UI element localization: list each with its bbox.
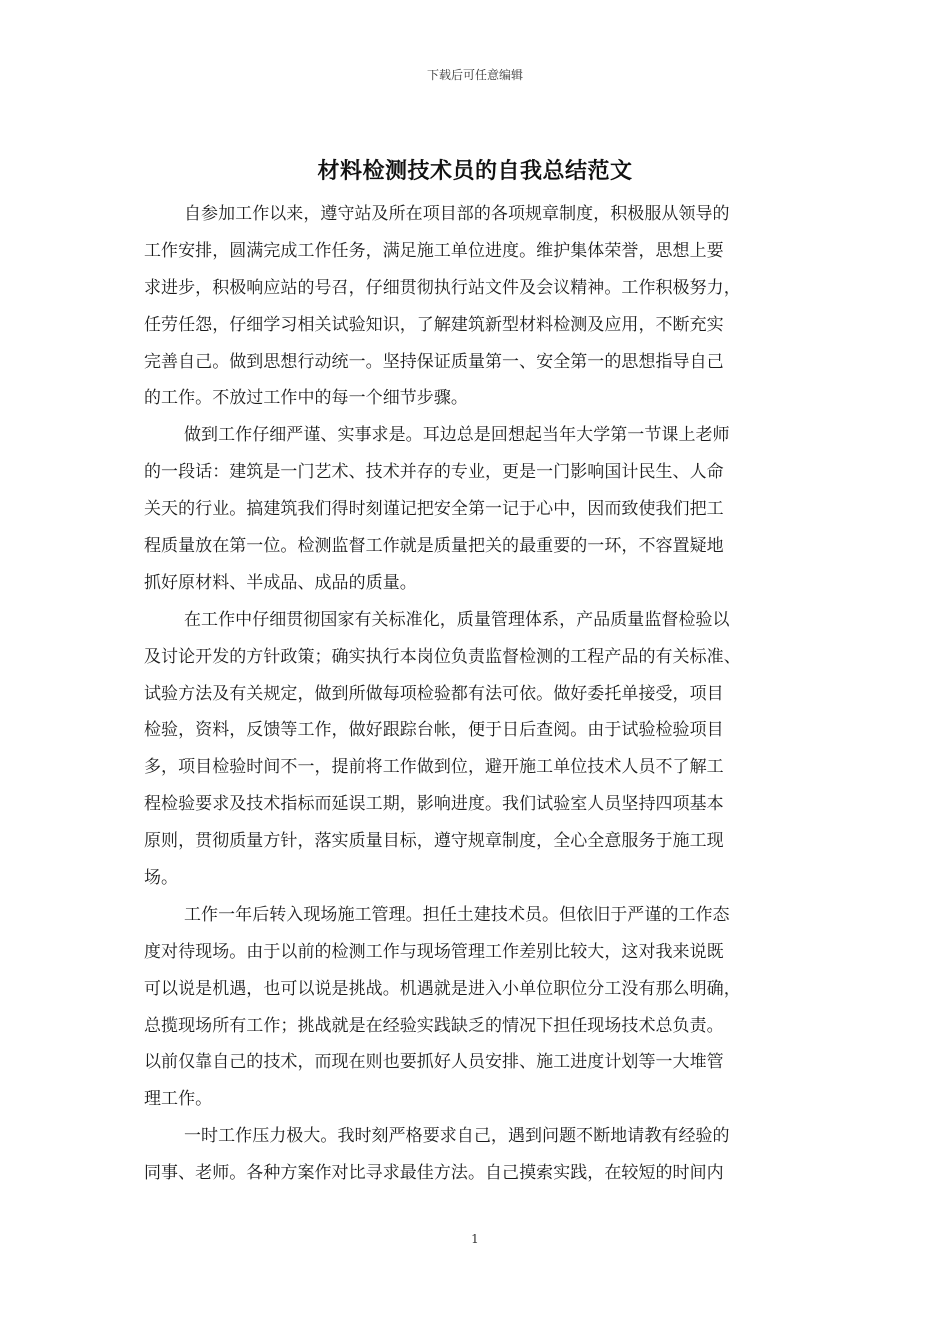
text-line: 做到工作仔细严谨、实事求是。耳边总是回想起当年大学第一节课上老师	[184, 425, 730, 446]
text-line: 的工作。不放过工作中的每一个细节步骤。	[144, 388, 468, 409]
text-line: 可以说是机遇，也可以说是挑战。机遇就是进入小单位职位分工没有那么明确，	[144, 978, 741, 999]
page-header: 下载后可任意编辑	[426, 68, 523, 82]
document-body	[144, 196, 812, 1192]
text-line: 试验方法及有关规定，做到所做每项检验都有法可依。做好委托单接受，项目	[144, 683, 724, 704]
text-line: 工作安排，圆满完成工作任务，满足施工单位进度。维护集体荣誉，思想上要	[144, 240, 724, 261]
page-number: 1	[471, 1232, 479, 1246]
text-line: 一时工作压力极大。我时刻严格要求自己，遇到问题不断地请教有经验的	[184, 1126, 730, 1147]
text-line: 完善自己。做到思想行动统一。坚持保证质量第一、安全第一的思想指导自己	[144, 351, 724, 372]
text-line: 多，项目检验时间不一，提前将工作做到位，避开施工单位技术人员不了解工	[144, 757, 724, 778]
document-title: 材料检测技术员的自我总结范文	[317, 158, 633, 184]
text-line: 求进步，积极响应站的号召，仔细贯彻执行站文件及会议精神。工作积极努力，	[144, 277, 741, 298]
text-line: 程检验要求及技术指标而延误工期，影响进度。我们试验室人员坚持四项基本	[144, 794, 724, 815]
text-line: 的一段话：建筑是一门艺术、技术并存的专业，更是一门影响国计民生、人命	[144, 462, 724, 483]
text-line: 在工作中仔细贯彻国家有关标准化，质量管理体系，产品质量监督检验以	[184, 609, 730, 630]
text-line: 任劳任怨，仔细学习相关试验知识，了解建筑新型材料检测及应用，不断充实	[144, 314, 724, 335]
text-line: 总揽现场所有工作；挑战就是在经验实践缺乏的情况下担任现场技术总负责。	[144, 1015, 724, 1036]
text-line: 场。	[144, 868, 179, 889]
text-line: 以前仅靠自己的技术，而现在则也要抓好人员安排、施工进度计划等一大堆管	[144, 1052, 724, 1073]
text-line: 自参加工作以来，遵守站及所在项目部的各项规章制度，积极服从领导的	[184, 204, 730, 224]
text-line: 关天的行业。搞建筑我们得时刻谨记把安全第一记于心中，因而致使我们把工	[144, 499, 724, 520]
text-line: 及讨论开发的方针政策；确实执行本岗位负责监督检测的工程产品的有关标准、	[144, 646, 741, 667]
text-line: 程质量放在第一位。检测监督工作就是质量把关的最重要的一环，不容置疑地	[144, 536, 724, 557]
text-line: 理工作。	[144, 1089, 213, 1110]
text-line: 度对待现场。由于以前的检测工作与现场管理工作差别比较大，这对我来说既	[144, 941, 724, 962]
text-line: 检验，资料，反馈等工作，做好跟踪台帐，便于日后查阅。由于试验检验项目	[144, 720, 724, 741]
text-line: 抓好原材料、半成品、成品的质量。	[144, 572, 417, 593]
text-line: 工作一年后转入现场施工管理。担任土建技术员。但依旧于严谨的工作态	[184, 904, 730, 925]
text-line: 原则，贯彻质量方针，落实质量目标，遵守规章制度，全心全意服务于施工现	[144, 831, 724, 852]
text-line: 同事、老师。各种方案作对比寻求最佳方法。自己摸索实践，在较短的时间内	[144, 1163, 724, 1184]
